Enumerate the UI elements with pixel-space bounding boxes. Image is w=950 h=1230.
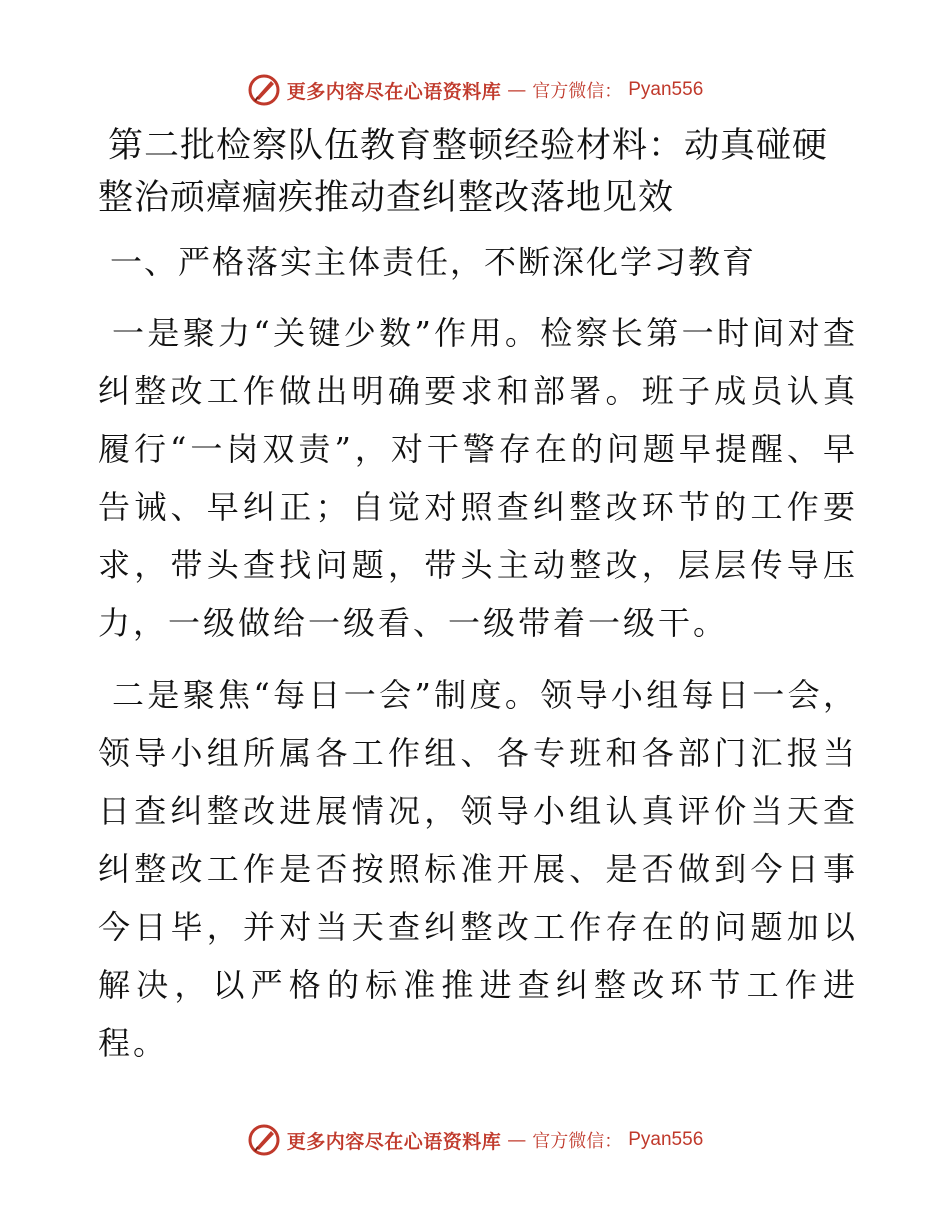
document-body: [98, 120, 858, 1086]
paragraph: 二是聚焦“每日一会”制度。领导小组每日一会，领导小组所属各工作组、各专班和各部门汇报当日查纠整改进展情况，领导小组认真评价当天查纠整改工作是否按照标准开展、是否做到今日事今日毕，并对当天查纠整改工作存在的问题加以解决，以严格的标准推进查纠整改环节工作进程。: [98, 676, 858, 1062]
watermark-text: 更多内容尽在心语资料库: [286, 80, 502, 103]
watermark-text: 更多内容尽在心语资料库: [286, 1130, 502, 1153]
section-heading: 一、严格落实主体责任，不断深化学习教育: [110, 243, 757, 281]
watermark-banner-top: [0, 70, 950, 110]
watermark-separator: —: [507, 1129, 527, 1151]
watermark-id: Pyan556: [628, 1129, 704, 1150]
quill-logo-icon: [247, 73, 281, 107]
watermark-label: 官方微信：: [532, 81, 623, 102]
watermark-banner-bottom: [0, 1120, 950, 1160]
quill-logo-icon: [247, 1123, 281, 1157]
document-title: 第二批检察队伍教育整顿经验材料：动真碰硬整治顽瘴痼疾推动查纠整改落地见效: [98, 126, 829, 218]
paragraph: 一是聚力“关键少数”作用。检察长第一时间对查纠整改工作做出明确要求和部署。班子成员认真履行“一岗双责”，对干警存在的问题早提醒、早告诫、早纠正；自觉对照查纠整改环节的工作要求，带头查找问题，带头主动整改，层层传导压力，一级做给一级看、一级带着一级干。: [98, 314, 858, 642]
watermark-id: Pyan556: [628, 79, 704, 100]
watermark-separator: —: [507, 79, 527, 101]
watermark-label: 官方微信：: [532, 1131, 623, 1152]
